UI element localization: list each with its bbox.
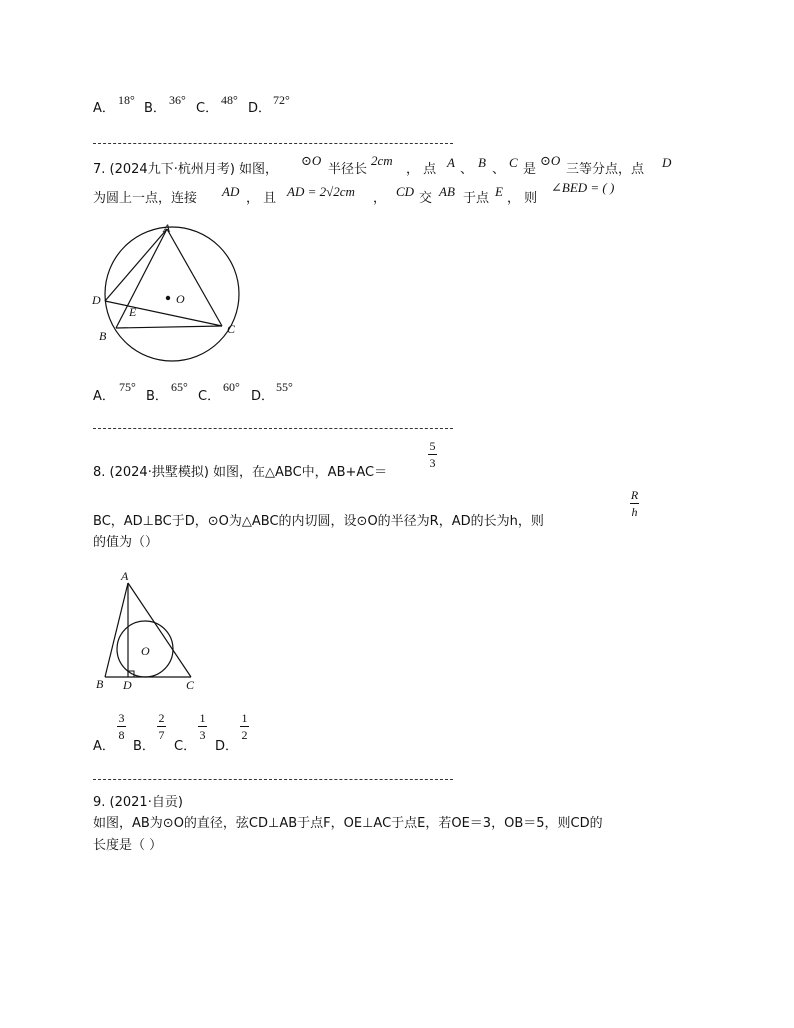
q6-option-c-letter: C． [196, 101, 219, 116]
q8-option-a-den: 8 [118, 728, 125, 742]
q8-option-c-bar [198, 726, 207, 727]
q8-option-d-fraction [240, 711, 249, 742]
q8-frac1-den: 3 [429, 456, 436, 470]
q7-point-e: E [495, 184, 503, 199]
q8-option-b-fraction [157, 711, 166, 742]
q8-option-d-den: 2 [241, 728, 248, 742]
q9-line1: 9. (2021·自贡) [93, 795, 183, 810]
q8-option-b-bar [157, 726, 166, 727]
q8-label-d: D [123, 678, 132, 692]
q7-line1-t1: 半径长 [328, 162, 368, 177]
q8-side-ac [128, 583, 191, 677]
q9-line2: 如图，AB为⊙O的直径，弦CD⊥AB于点F，OE⊥AC于点E，若OE＝3，OB＝5，则CD的 [93, 816, 603, 831]
q8-fraction-r-h [630, 488, 639, 519]
q7-circle-o-2: ⊙O [540, 153, 561, 168]
q7-line2-t4: 交 [419, 191, 433, 206]
q6-option-d-value: 72° [273, 93, 290, 107]
q8-frac2-num: R [630, 488, 639, 502]
q7-sep-1: 、 [460, 162, 474, 177]
q7-segment-ab: AB [439, 184, 455, 199]
q7-line2-t3: ， [373, 191, 387, 206]
q8-frac1-num: 5 [429, 439, 436, 453]
q8-label-o: O [141, 644, 150, 658]
q8-line1: 8. (2024·拱墅模拟) 如图，在△ABC中，AB+AC＝ [93, 465, 388, 480]
q7-point-a: A [447, 155, 455, 170]
q8-fraction-5-3 [428, 439, 437, 470]
q7-option-a-value: 75° [119, 380, 136, 394]
q7-circle-o: ⊙O [301, 153, 322, 168]
q6-option-a-value: 18° [118, 93, 135, 107]
q8-line2: BC，AD⊥BC于D，⊙O为△ABC的内切圆，设⊙O的半径为R，AD的长为h，则 [93, 514, 544, 529]
q8-option-d-num: 1 [241, 711, 248, 725]
q7-option-d-value: 55° [276, 380, 293, 394]
q7-label-d: D [92, 293, 101, 307]
q7-ad-equation: AD = 2√2cm [287, 184, 355, 199]
q7-option-d-letter: D． [251, 389, 275, 404]
q7-point-b: B [478, 155, 486, 170]
q7-option-a-letter: A． [93, 389, 115, 404]
q7-point-d: D [662, 155, 672, 170]
q7-side-ac [167, 229, 222, 326]
q8-option-d-bar [240, 726, 249, 727]
q7-radius: 2cm [371, 153, 393, 168]
q7-label-e: E [129, 305, 137, 319]
q7-line1-t2: ， 点 [406, 162, 437, 177]
q6-option-a-letter: A． [93, 101, 115, 116]
q7-segment-cd-line [105, 301, 222, 326]
q7-segment-ad: AD [222, 184, 240, 199]
q8-option-b-num: 2 [158, 711, 165, 725]
separator-2 [93, 428, 453, 429]
q7-option-c-letter: C． [198, 389, 221, 404]
q7-label-a: A [163, 221, 171, 235]
q8-label-b: B [96, 677, 104, 691]
q7-line1-prefix: 7. (2024九下·杭州月考) 如图， [93, 162, 279, 177]
q8-option-a-num: 3 [118, 711, 125, 725]
q7-line2-t2: ， 且 [246, 191, 277, 206]
q7-point-c: C [509, 155, 518, 170]
q8-option-a-fraction [117, 711, 126, 742]
q8-option-c-fraction [198, 711, 207, 742]
q7-segment-cd: CD [396, 184, 415, 199]
q7-line1-t3: 是 [523, 162, 537, 177]
q7-option-b-letter: B． [146, 389, 168, 404]
q8-option-c-num: 1 [199, 711, 206, 725]
q8-option-d-letter: D． [215, 739, 239, 754]
q7-sep-2: 、 [492, 162, 506, 177]
q6-option-b-value: 36° [169, 93, 186, 107]
q7-line2-t6: ， 则 [507, 191, 538, 206]
q8-option-b-den: 7 [158, 728, 165, 742]
q7-line2-t5: 于点 [463, 191, 490, 206]
q7-option-c-value: 60° [223, 380, 240, 394]
q6-option-d-letter: D． [248, 101, 272, 116]
q8-option-a-letter: A． [93, 739, 115, 754]
q8-option-a-bar [117, 726, 126, 727]
q8-frac1-bar [428, 454, 437, 455]
q6-option-b-letter: B． [144, 101, 166, 116]
q7-label-o: O [176, 292, 185, 306]
q8-option-c-letter: C． [174, 739, 197, 754]
q8-label-c: C [186, 678, 195, 692]
q9-line3: 长度是（ ） [93, 838, 163, 853]
q8-line3: 的值为（） [93, 535, 159, 550]
q7-center-dot [166, 296, 170, 300]
q7-label-b: B [99, 329, 107, 343]
q8-frac2-bar [630, 503, 639, 504]
q6-option-c-value: 48° [221, 93, 238, 107]
q8-label-a: A [121, 569, 129, 583]
q7-side-bc [116, 326, 222, 328]
q7-option-b-value: 65° [171, 380, 188, 394]
q8-option-c-den: 3 [199, 728, 206, 742]
separator-3 [93, 779, 453, 780]
q7-circle [105, 227, 239, 361]
q8-frac2-den: h [631, 505, 638, 519]
q7-line2-t1: 为圆上一点，连接 [93, 191, 198, 206]
q7-label-c: C [227, 322, 236, 336]
q7-line1-t4: 三等分点，点 [566, 162, 645, 177]
q8-option-b-letter: B． [133, 739, 155, 754]
q7-angle-bed: ∠BED = ( ) [551, 180, 615, 195]
